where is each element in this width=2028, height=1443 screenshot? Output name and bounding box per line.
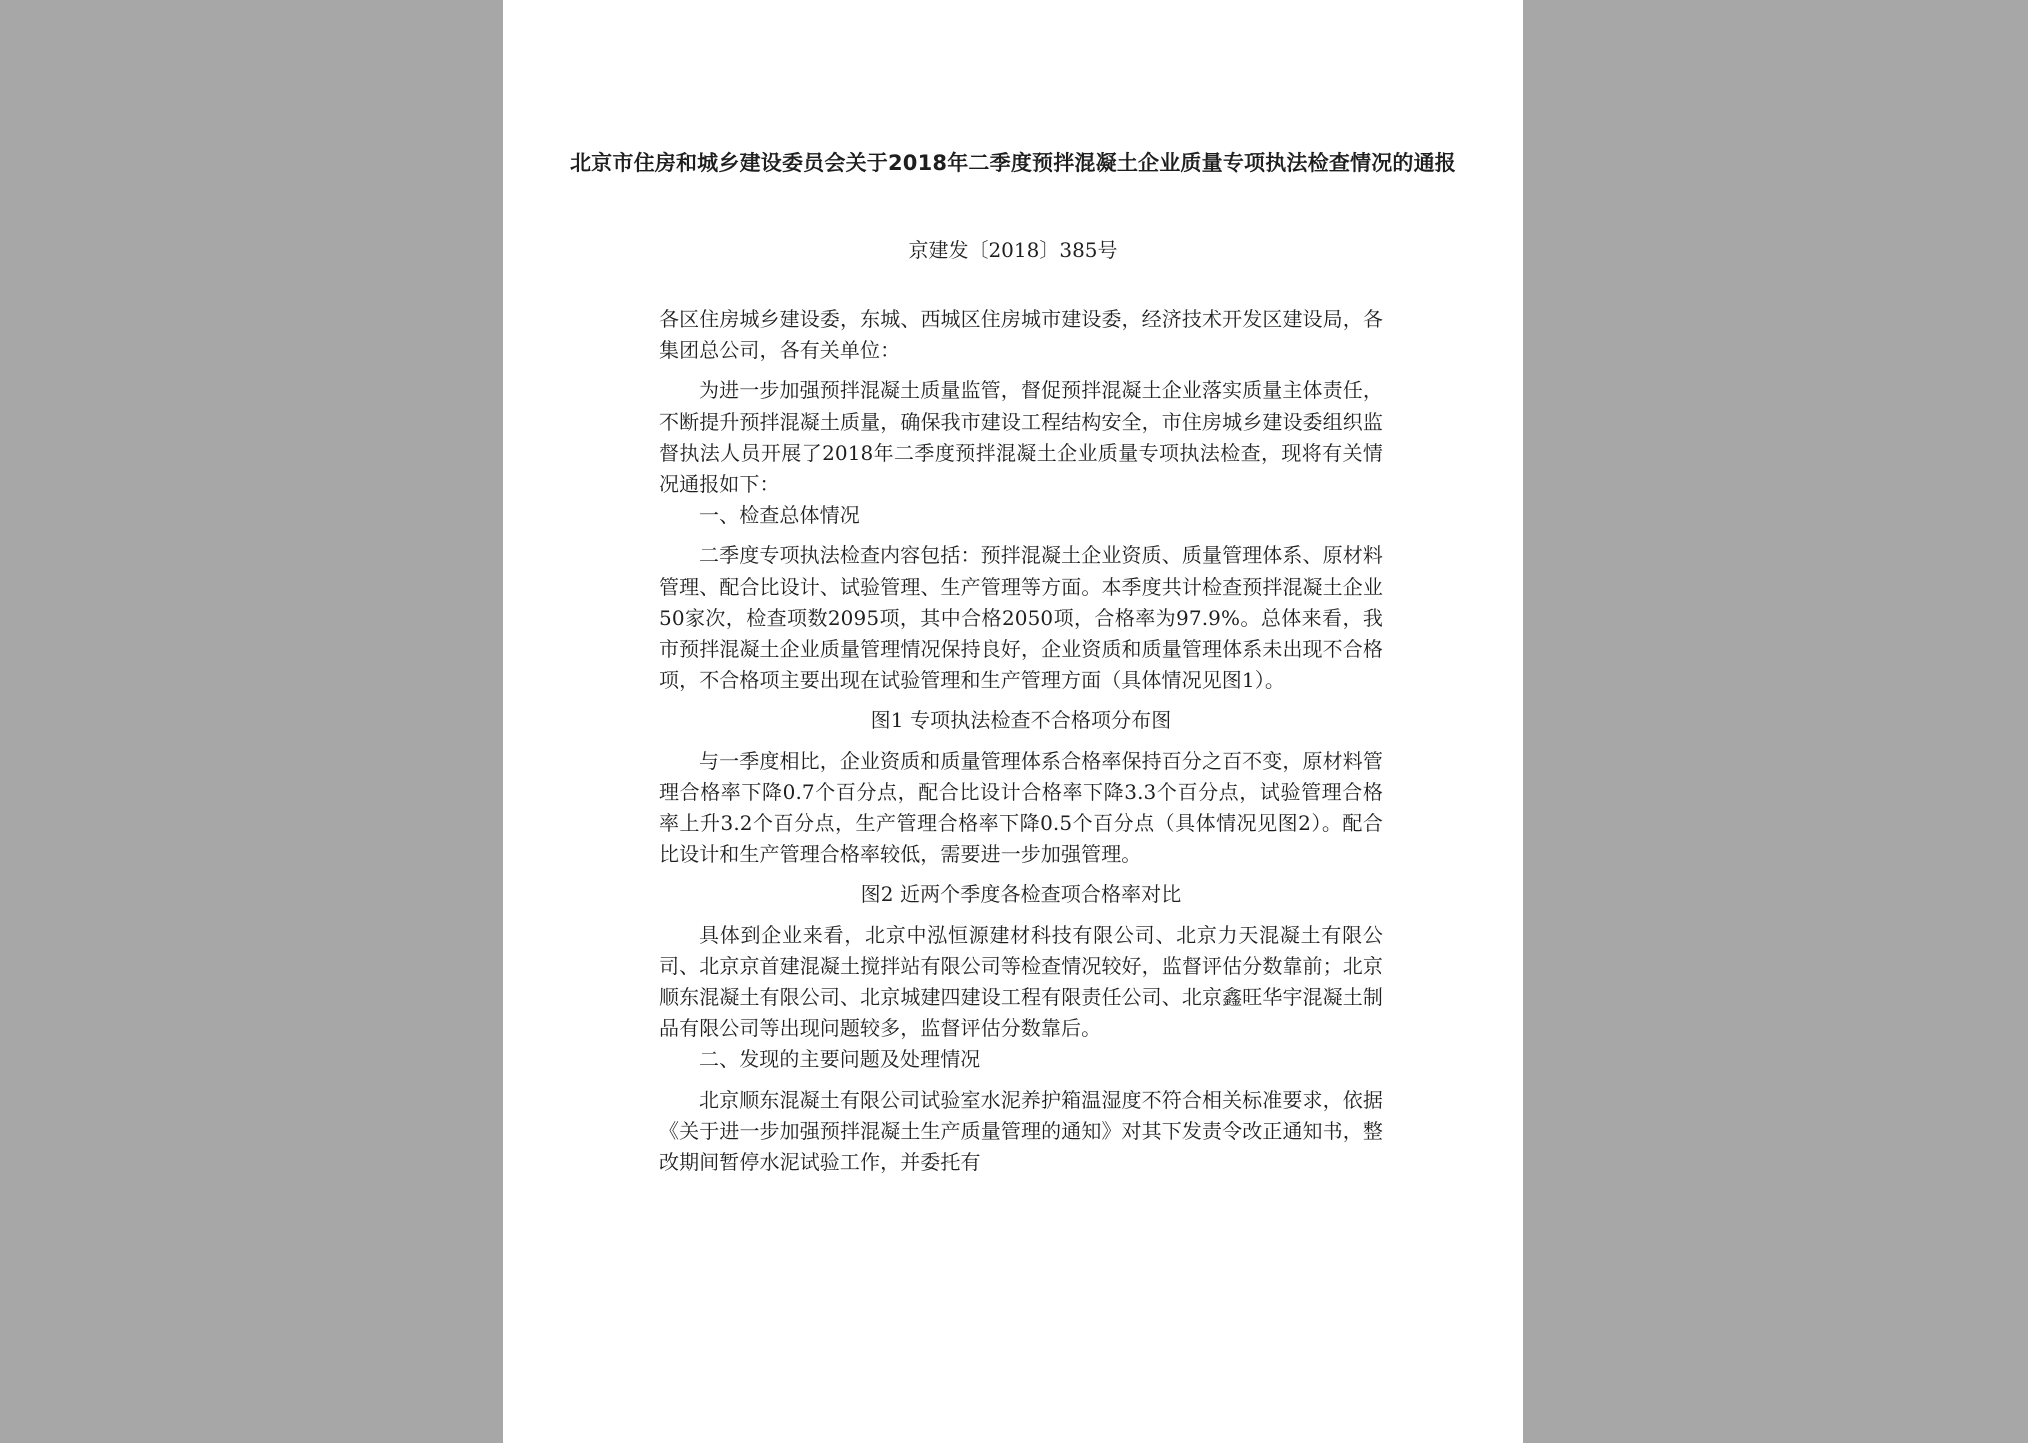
body-paragraph: 二季度专项执法检查内容包括：预拌混凝土企业资质、质量管理体系、原材料管理、配合比设计、试验管理、生产管理等方面。本季度共计检查预拌混凝土企业50家次，检查项数2095项，其中合格2050项，合格率为97.9%。总体来看，我市预拌混凝土企业质量管理情况保持良好，企业资质和质量管理体系未出现不合格项，不合格项主要出现在试验管理和生产管理方面（具体情况见图1）。 — [659, 543, 1383, 693]
greeting-paragraph: 各区住房城乡建设委，东城、西城区住房城市建设委，经济技术开发区建设局，各集团总公司，各有关单位： — [659, 307, 1383, 363]
body-paragraph: 为进一步加强预拌混凝土质量监管，督促预拌混凝土企业落实质量主体责任，不断提升预拌混凝土质量，确保我市建设工程结构安全，市住房城乡建设委组织监督执法人员开展了2018年二季度预拌混凝土企业质量专项执法检查，现将有关情况通报如下： — [659, 378, 1383, 497]
figure-caption: 图1 专项执法检查不合格项分布图 — [870, 708, 1172, 733]
body-paragraph: 具体到企业来看，北京中泓恒源建材科技有限公司、北京力天混凝土有限公司、北京京首建混凝土搅拌站有限公司等检查情况较好，监督评估分数靠前；北京顺东混凝土有限公司、北京城建四建设工程有限责任公司、北京鑫旺华宇混凝土制品有限公司等出现问题较多，监督评估分数靠后。 — [659, 922, 1383, 1041]
body-paragraph: 与一季度相比，企业资质和质量管理体系合格率保持百分之百不变，原材料管理合格率下降0.7个百分点，配合比设计合格率下降3.3个百分点，试验管理合格率上升3.2个百分点，生产管理合格率下降0.5个百分点（具体情况见图2）。配合比设计和生产管理合格率较低，需要进一步加强管理。 — [659, 748, 1383, 867]
document-title: 北京市住房和城乡建设委员会关于2018年二季度预拌混凝土企业质量专项执法检查情况的通报 — [569, 151, 1457, 175]
section-heading: 一、检查总体情况 — [699, 503, 860, 528]
body-paragraph: 北京顺东混凝土有限公司试验室水泥养护箱温湿度不符合相关标准要求，依据《关于进一步加强预拌混凝土生产质量管理的通知》对其下发责令改正通知书，整改期间暂停水泥试验工作，并委托有 — [659, 1087, 1383, 1175]
document-number: 京建发〔2018〕385号 — [908, 238, 1118, 262]
figure-caption: 图2 近两个季度各检查项合格率对比 — [860, 882, 1182, 907]
document-body — [659, 304, 1383, 1178]
section-heading: 二、发现的主要问题及处理情况 — [699, 1047, 981, 1072]
document-page — [503, 0, 1523, 1443]
